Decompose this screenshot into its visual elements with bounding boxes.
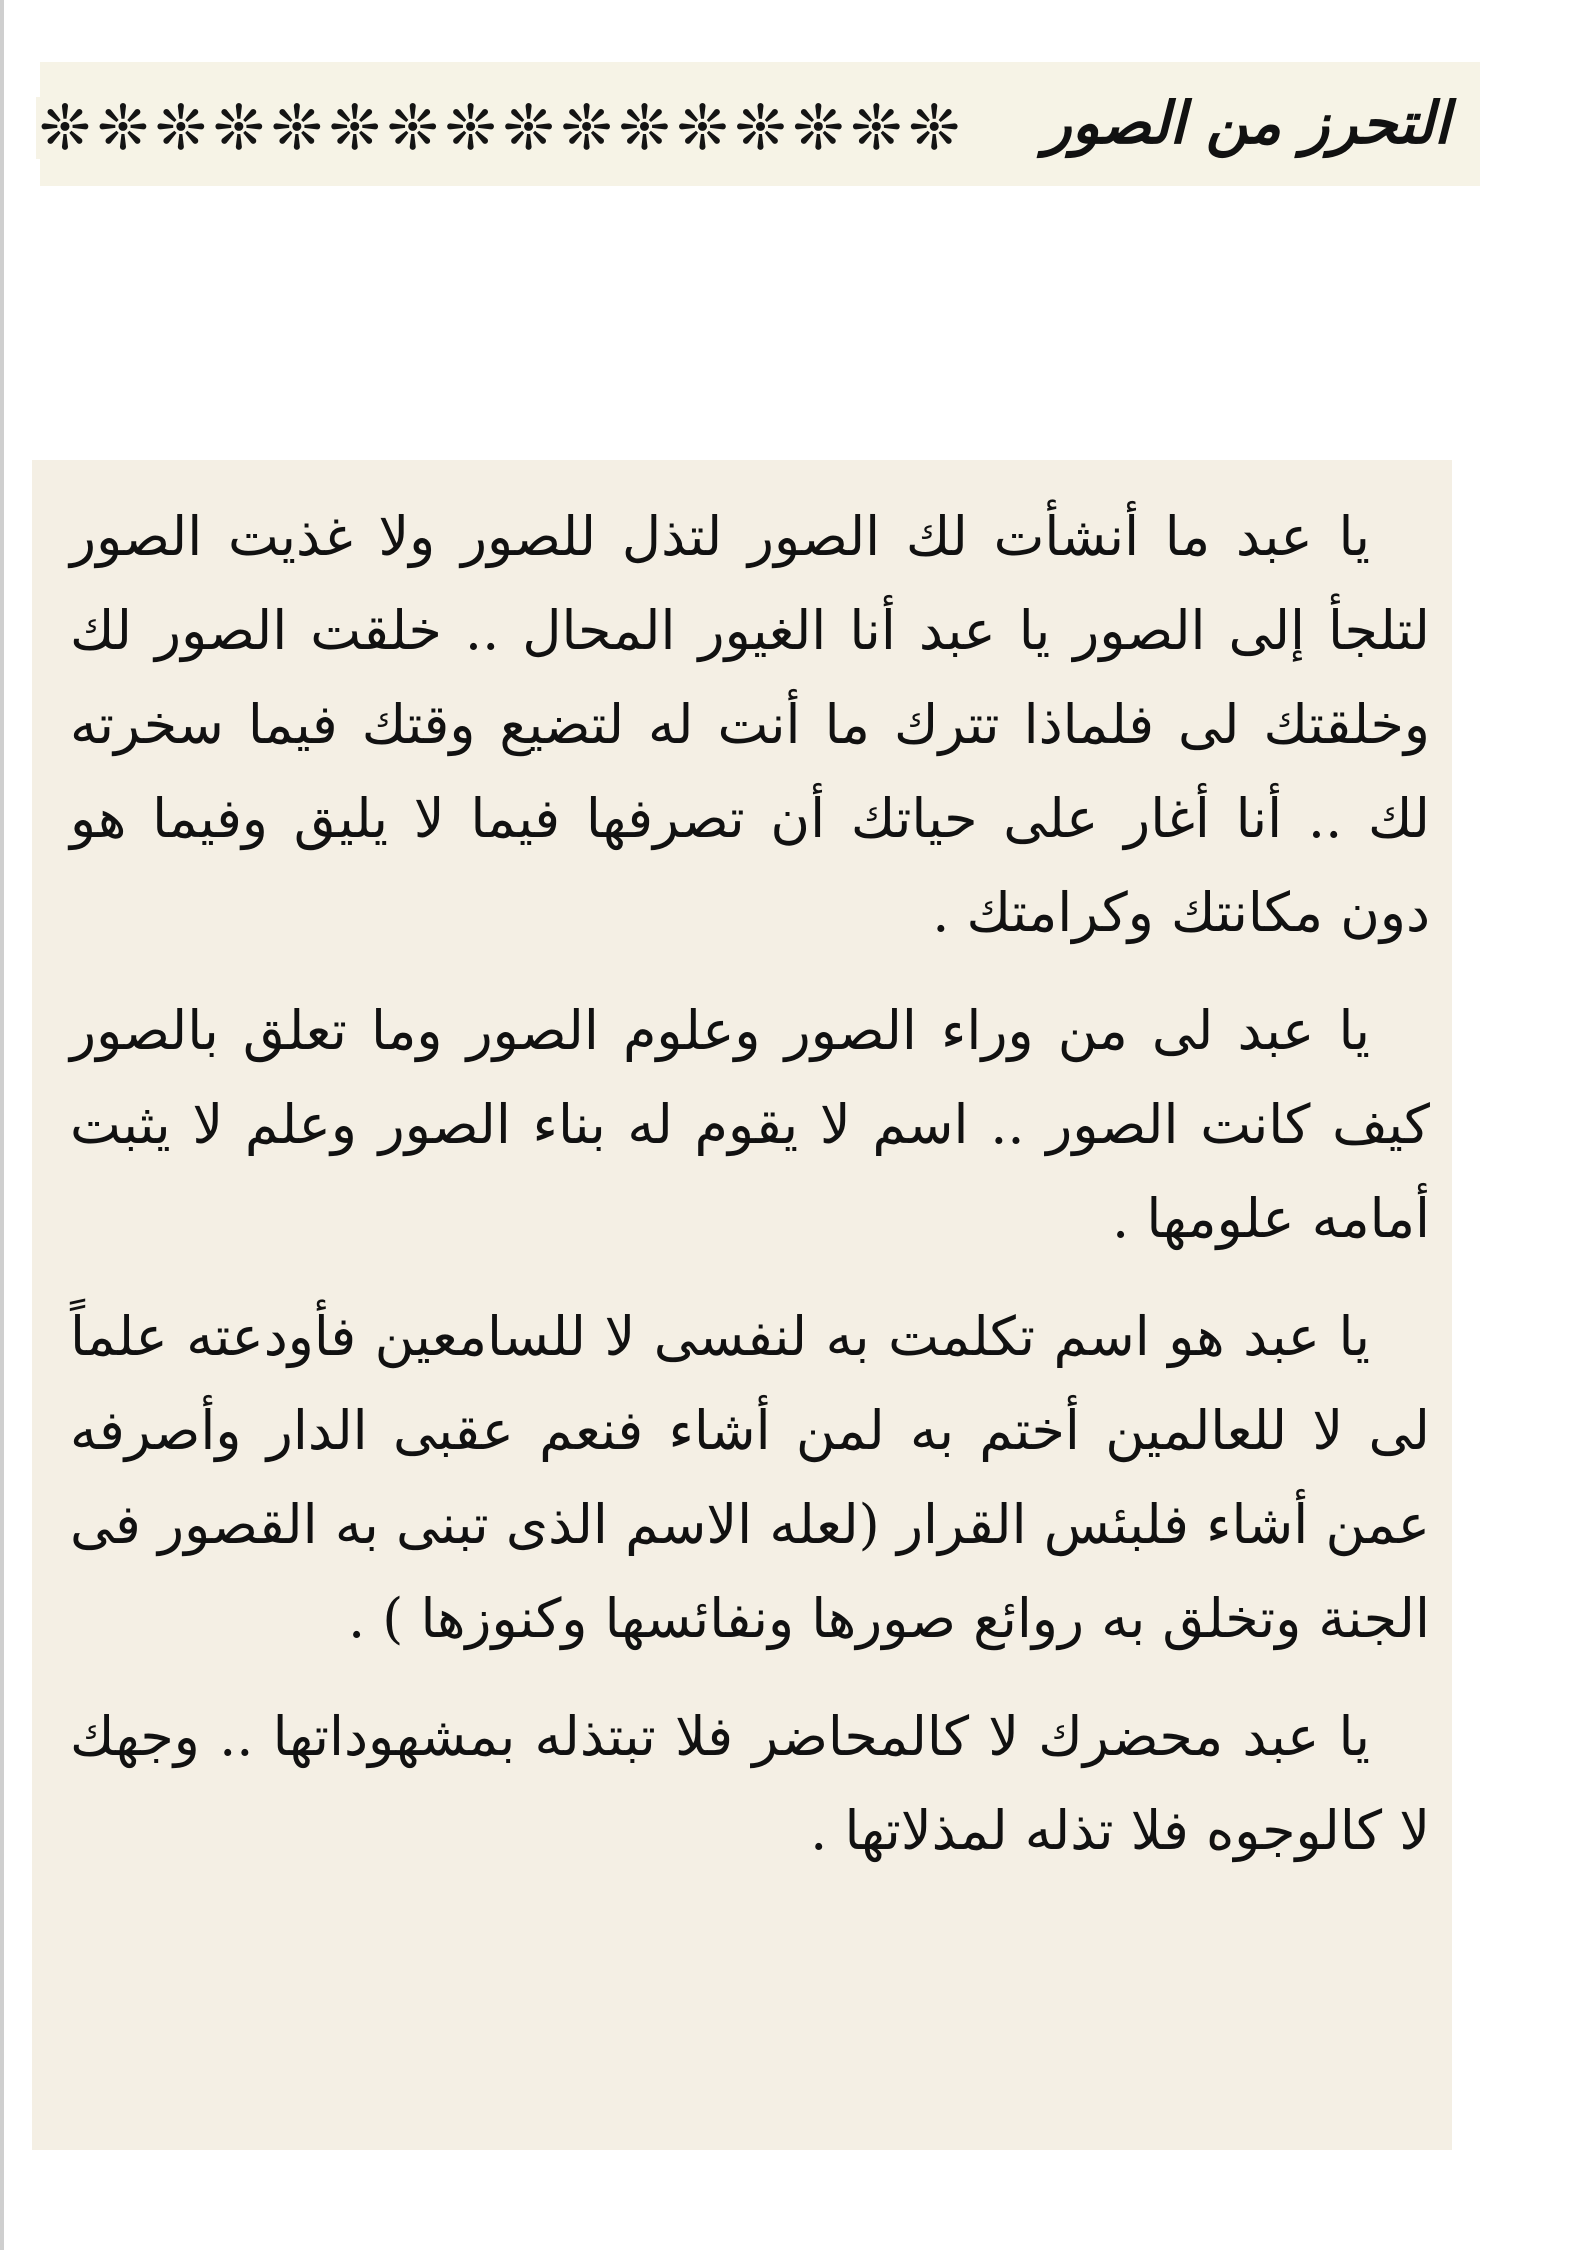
paragraph: يا عبد هو اسم تكلمت به لنفسى لا للسامعين فأودعته علماً لى لا للعالمين أختم به لمن أشاء فنعم عقبى الدار وأصرفه عمن أشاء فلبئس القرار (لعله الاسم الذى تبنى به القصور فى الجنة وتخلق به روائع صورها ونفائسها وكنوزها ) . [70, 1305, 1430, 1650]
ornament-row [36, 88, 961, 168]
ornament-star-icon: ❊ [210, 97, 268, 159]
ornament-star-icon: ❊ [847, 97, 905, 159]
ornament-star-icon: ❊ [905, 97, 963, 159]
ornament-star-icon: ❊ [673, 97, 731, 159]
body-text [70, 490, 1430, 1902]
page-edge [0, 0, 4, 2250]
ornament-star-icon: ❊ [94, 97, 152, 159]
ornament-star-icon: ❊ [731, 97, 789, 159]
ornament-star-icon: ❊ [789, 97, 847, 159]
paragraph: يا عبد لى من وراء الصور وعلوم الصور وما تعلق بالصور كيف كانت الصور .. اسم لا يقوم له بناء الصور وعلم لا يثبت أمامه علومها . [70, 999, 1430, 1250]
ornament-star-icon: ❊ [152, 97, 210, 159]
paragraph: يا عبد ما أنشأت لك الصور لتذل للصور ولا غذيت الصور لتلجأ إلى الصور يا عبد أنا الغيور المحال .. خلقت الصور لك وخلقتك لى فلماذا تترك ما أنت له لتضيع وقتك فيما سخرته لك .. أنا أغار على حياتك أن تصرفها فيما لا يليق وفيما هو دون مكانتك وكرامتك . [70, 505, 1430, 944]
ornament-star-icon: ❊ [384, 97, 442, 159]
ornament-star-icon: ❊ [616, 97, 674, 159]
ornament-star-icon: ❊ [500, 97, 558, 159]
ornament-star-icon: ❊ [268, 97, 326, 159]
ornament-star-icon: ❊ [36, 97, 94, 159]
ornament-star-icon: ❊ [326, 97, 384, 159]
section-title: التحرز من الصور [1043, 89, 1450, 157]
ornament-star-icon: ❊ [558, 97, 616, 159]
paragraph: يا عبد محضرك لا كالمحاضر فلا تبتذله بمشهوداتها .. وجهك لا كالوجوه فلا تذله لمذلاتها . [70, 1705, 1430, 1862]
ornament-star-icon: ❊ [442, 97, 500, 159]
